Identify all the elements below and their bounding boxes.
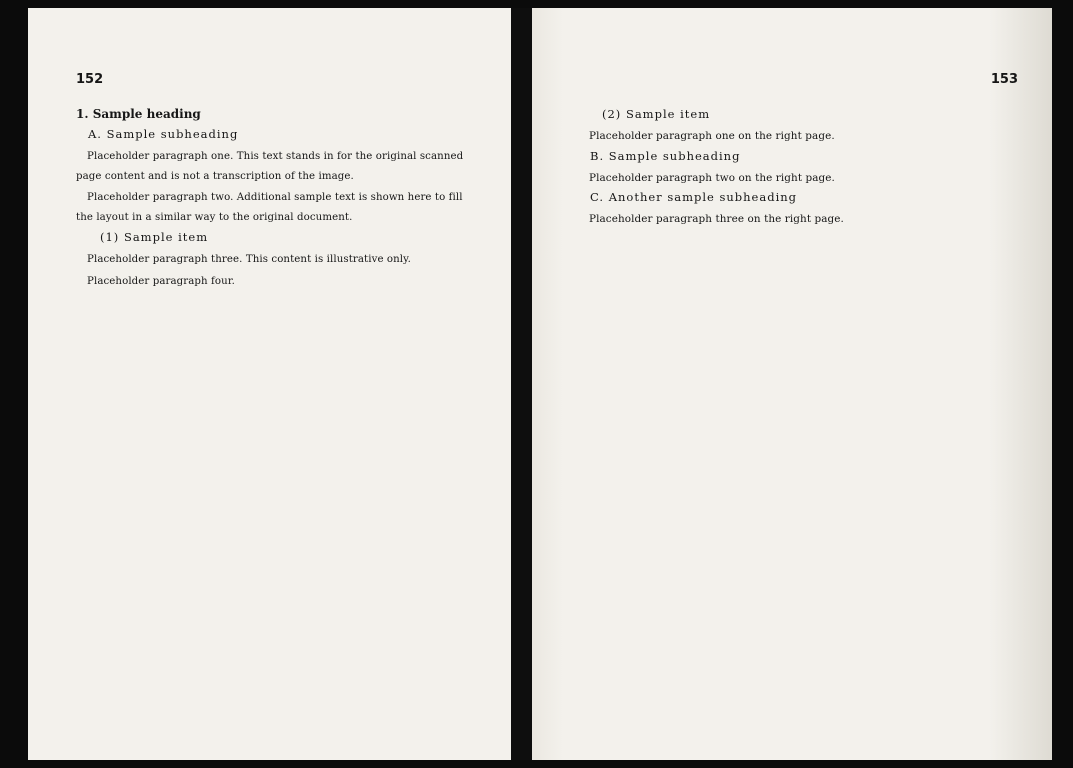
paragraph: Placeholder paragraph four. xyxy=(87,275,236,287)
subsection-heading: C. Another sample subheading xyxy=(590,190,798,204)
subsection-heading: B. Sample subheading xyxy=(590,148,741,163)
book-gutter xyxy=(511,8,532,760)
left-page-body xyxy=(76,107,477,291)
subsection-heading: A. Sample subheading xyxy=(88,127,239,141)
right-page xyxy=(532,8,1052,760)
left-page xyxy=(28,8,511,760)
paragraph: Placeholder paragraph one. This text stands in for the original scanned page content and is not a transcription of the image. xyxy=(76,151,464,182)
page-number: 153 xyxy=(990,72,1018,87)
paragraph: Placeholder paragraph three. This content is illustrative only. xyxy=(87,253,412,265)
subsection-heading: (2) Sample item xyxy=(602,107,711,121)
paragraph: Placeholder paragraph three on the right page. xyxy=(589,213,844,225)
page-number: 152 xyxy=(76,72,104,87)
paragraph: Placeholder paragraph one on the right page. xyxy=(589,130,835,142)
paragraph: Placeholder paragraph two. Additional sample text is shown here to fill the layout in a similar way to the original document. xyxy=(76,192,463,224)
right-page-body xyxy=(578,107,1018,230)
paragraph: Placeholder paragraph two on the right page. xyxy=(589,171,835,184)
subsection-heading: (1) Sample item xyxy=(100,229,209,244)
section-heading: 1. Sample heading xyxy=(76,107,201,121)
